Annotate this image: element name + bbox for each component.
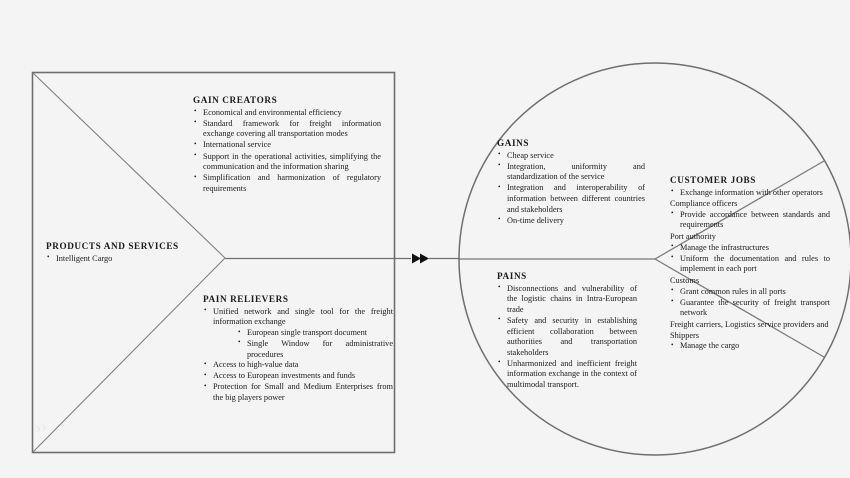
list-item: • Unified network and single tool for the freight information exchange [203, 307, 393, 328]
customer-jobs-heading: CUSTOMER JOBS [670, 175, 756, 185]
customer-jobs-intro-list [670, 188, 830, 199]
list-item: • Cheap service [497, 151, 645, 162]
pain-relievers-list-top [203, 307, 393, 328]
section-customer-jobs [670, 175, 830, 352]
list-item: • International service [193, 140, 381, 151]
pain-relievers-sublist [203, 328, 393, 360]
list-item: • Protection for Small and Medium Enterprises from the big players power [203, 382, 393, 403]
list-item: • Single Window for administrative procedures [237, 339, 393, 360]
customer-jobs-group-label: Compliance officers [670, 199, 738, 209]
pain-relievers-heading: PAIN RELIEVERS [203, 294, 289, 304]
pains-list [497, 284, 637, 391]
connector-arrowhead-outer [412, 254, 421, 264]
list-item: • Provide accordance between standards and requirements [670, 210, 830, 231]
gain-creators-list [193, 108, 381, 195]
list-item: • European single transport document [237, 328, 393, 339]
list-item: • Unharmonized and inefficient freight information exchange in the context of multimodal transport. [497, 359, 637, 391]
list-item: • Manage the cargo [670, 341, 830, 352]
customer-jobs-group-list [670, 287, 830, 319]
list-item: • Disconnections and vulnerability of the logistic chains in Intra-European trade [497, 284, 637, 316]
section-products-and-services [46, 241, 211, 265]
pain-relievers-list-bottom [203, 360, 393, 403]
section-pain-relievers [203, 294, 393, 404]
gains-heading: GAINS [497, 138, 530, 148]
list-item: • Simplification and harmonization of regulatory requirements [193, 173, 381, 194]
section-pains [497, 271, 637, 391]
products-and-services-list [46, 254, 211, 265]
section-gains [497, 138, 645, 227]
gains-list [497, 151, 645, 227]
list-item: • Intelligent Cargo [46, 254, 211, 265]
list-item: • Guarantee the security of freight transport network [670, 298, 830, 319]
list-item: • Exchange information with other operators [670, 188, 830, 199]
customer-jobs-group-label: Port authority [670, 232, 716, 242]
list-item: • Grant common rules in all ports [670, 287, 830, 298]
value-map-lower-diagonal [33, 258, 225, 452]
section-gain-creators [193, 95, 381, 195]
watermark: ›› [33, 416, 49, 438]
gain-creators-heading: GAIN CREATORS [193, 95, 278, 105]
customer-jobs-group-label: Customs [670, 275, 700, 285]
list-item: • Standard framework for freight information exchange covering all transportation modes [193, 119, 381, 140]
list-item: • Access to high-value data [203, 360, 393, 371]
list-item: • Support in the operational activities, simplifying the communication and the information sharing [193, 152, 381, 173]
list-item: • Access to European investments and funds [203, 371, 393, 382]
pains-heading: PAINS [497, 271, 527, 281]
list-item: • Uniform the documentation and rules to implement in each port [670, 254, 830, 275]
connector-arrowhead-inner [420, 254, 429, 264]
customer-jobs-group-list [670, 243, 830, 275]
customer-jobs-group-list [670, 341, 830, 352]
customer-jobs-group-label: Freight carriers, Logistics service providers and Shippers [670, 319, 829, 340]
list-item: • Safety and security in establishing efficient collaboration between authorities and transportation stakeholders [497, 316, 637, 358]
list-item: • Integration, uniformity and standardization of the service [497, 162, 645, 183]
products-and-services-heading: PRODUCTS AND SERVICES [46, 241, 179, 251]
list-item: • Economical and environmental efficiency [193, 108, 381, 119]
customer-jobs-group-list [670, 210, 830, 231]
list-item: • On-time delivery [497, 216, 645, 227]
list-item: • Integration and interoperability of information between different countries and stakeholders [497, 183, 645, 215]
list-item: • Manage the infrastructures [670, 243, 830, 254]
